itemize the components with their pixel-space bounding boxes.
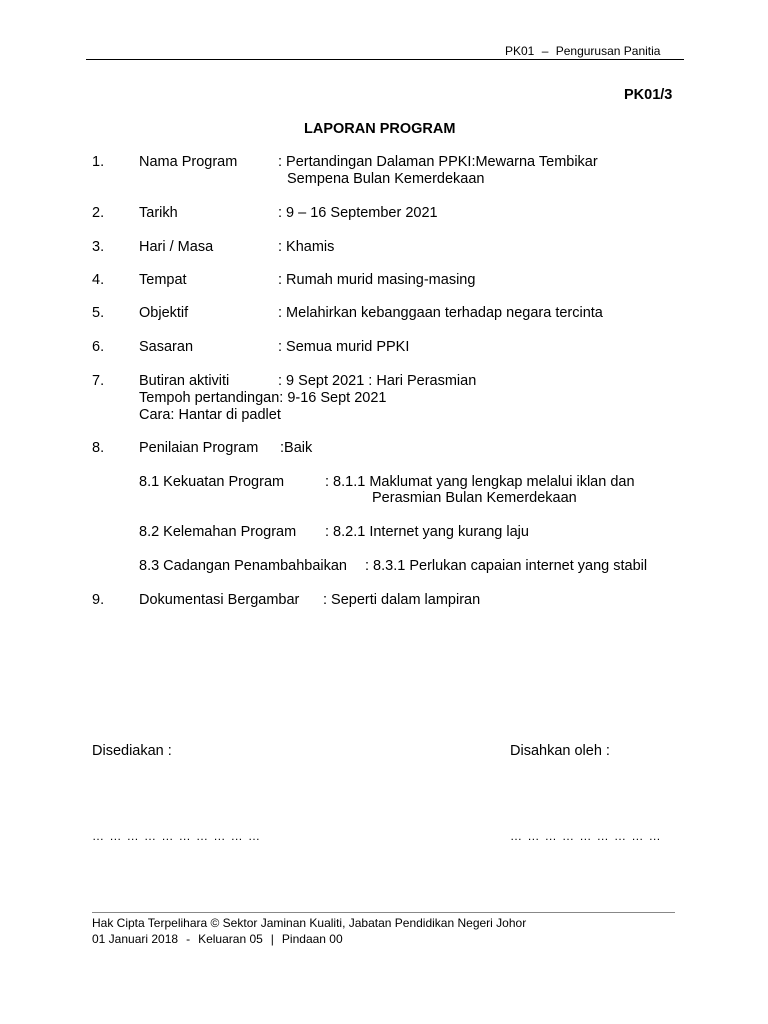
footer-rule (92, 912, 675, 913)
item-value: : Semua murid PPKI (278, 339, 410, 355)
sub-item-value: : 8.3.1 Perlukan capaian internet yang stabil (365, 558, 648, 574)
footer-date: 01 Januari 2018 (92, 932, 179, 946)
item-number: 3. (92, 239, 105, 255)
item-number: 1. (92, 154, 105, 170)
item-number: 6. (92, 339, 105, 355)
item-detail-line: Cara: Hantar di padlet (139, 407, 281, 423)
item-value: : Melahirkan kebanggaan terhadap negara tercinta (278, 305, 603, 321)
item-value: : 9 – 16 September 2021 (278, 205, 438, 221)
item-value: : Pertandingan Dalaman PPKI:Mewarna Tembikar (278, 154, 598, 170)
footer-revision: 01 Januari 2018 - Keluaran 05 | Pindaan 00 (92, 932, 343, 946)
item-label: Tarikh (139, 205, 178, 221)
footer-release: Keluaran 05 (198, 932, 263, 946)
item-label: Nama Program (139, 154, 238, 170)
item-value: : 9 Sept 2021 : Hari Perasmian (278, 373, 477, 389)
approved-signature-line: … … … … … … … … … (510, 829, 662, 843)
footer-copyright: Hak Cipta Terpelihara © Sektor Jaminan Kualiti, Jabatan Pendidikan Negeri Johor (92, 916, 527, 930)
item-number: 5. (92, 305, 105, 321)
item-label: Hari / Masa (139, 239, 214, 255)
item-value: : Seperti dalam lampiran (323, 592, 481, 608)
item-number: 4. (92, 272, 105, 288)
page-header (505, 43, 660, 60)
header-code: PK01 (505, 44, 535, 58)
sub-item-value: : 8.2.1 Internet yang kurang laju (325, 524, 529, 540)
footer-amendment: Pindaan 00 (281, 932, 343, 946)
item-number: 8. (92, 440, 105, 456)
header-rule (86, 59, 684, 60)
item-number: 7. (92, 373, 105, 389)
item-value: : Khamis (278, 239, 335, 255)
item-value-continued: Sempena Bulan Kemerdekaan (287, 171, 485, 187)
item-label: Butiran aktiviti (139, 373, 230, 389)
header-separator: – (541, 44, 549, 58)
item-value: : Rumah murid masing-masing (278, 272, 476, 288)
sub-item-label: 8.2 Kelemahan Program (139, 524, 297, 540)
item-label: Tempat (139, 272, 187, 288)
sub-item-value-continued: Perasmian Bulan Kemerdekaan (372, 490, 577, 506)
item-label: Sasaran (139, 339, 194, 355)
item-detail-line: Tempoh pertandingan: 9-16 Sept 2021 (139, 390, 387, 406)
item-label: Objektif (139, 305, 189, 321)
item-number: 2. (92, 205, 105, 221)
approved-by-label: Disahkan oleh : (510, 743, 610, 759)
document-title: LAPORAN PROGRAM (304, 121, 456, 137)
item-label: Penilaian Program (139, 440, 259, 456)
header-title: Pengurusan Panitia (555, 44, 661, 58)
sub-item-label: 8.1 Kekuatan Program (139, 474, 285, 490)
item-value: :Baik (280, 440, 313, 456)
item-number: 9. (92, 592, 105, 608)
prepared-signature-line: … … … … … … … … … … (92, 829, 262, 843)
document-reference: PK01/3 (624, 87, 673, 103)
sub-item-value: : 8.1.1 Maklumat yang lengkap melalui iklan dan (325, 474, 635, 490)
sub-item-label: 8.3 Cadangan Penambahbaikan (139, 558, 347, 574)
item-label: Dokumentasi Bergambar (139, 592, 300, 608)
prepared-by-label: Disediakan : (92, 743, 172, 759)
